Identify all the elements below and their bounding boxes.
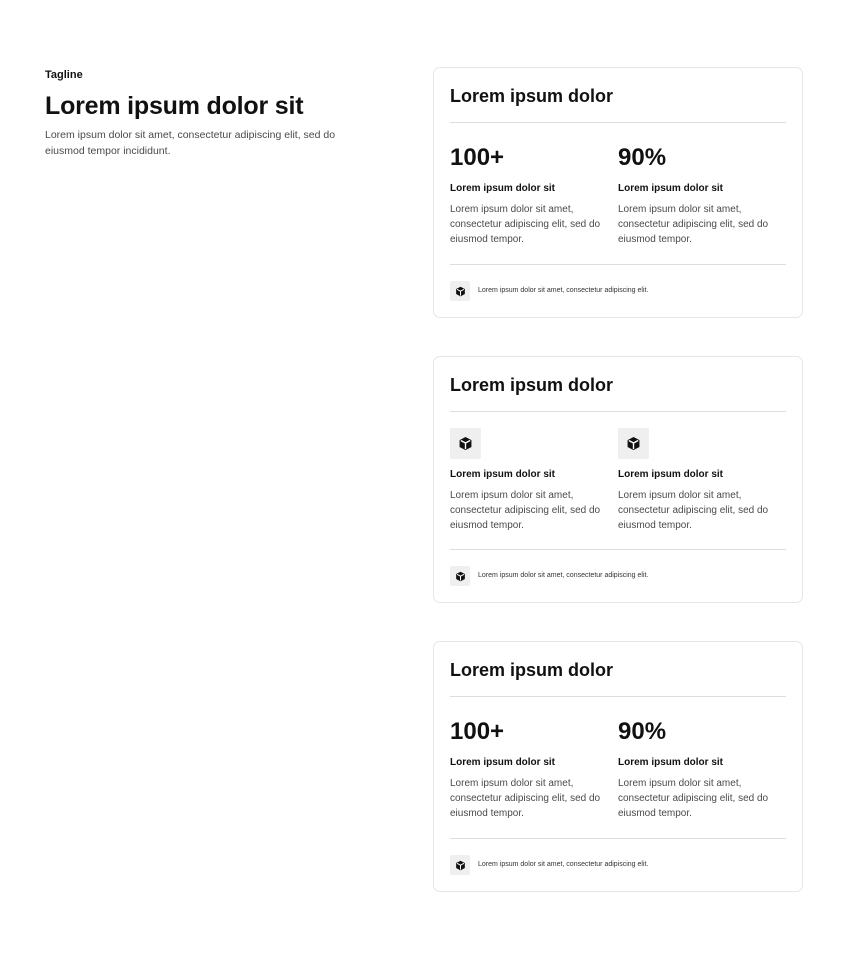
stat-column [450,143,618,264]
footer-text: Lorem ipsum dolor sit amet, consectetur adipiscing elit. [478,861,649,868]
cube-icon [450,566,470,586]
stat-value: 100+ [450,144,505,171]
stat-column [618,143,786,264]
cube-icon [450,855,470,875]
card-title: Lorem ipsum dolor [450,642,786,697]
page-title: Lorem ipsum dolor sit [45,92,304,120]
feature-description: Lorem ipsum dolor sit amet, consectetur adipiscing elit, sed do eiusmod tempor. [450,490,601,531]
card-footer [450,839,786,891]
footer-text: Lorem ipsum dolor sit amet, consectetur adipiscing elit. [478,572,649,579]
stat-description: Lorem ipsum dolor sit amet, consectetur adipiscing elit, sed do eiusmod tempor. [450,778,601,819]
stat-value: 100+ [450,718,505,745]
stat-description: Lorem ipsum dolor sit amet, consectetur adipiscing elit, sed do eiusmod tempor. [618,204,769,245]
stat-description: Lorem ipsum dolor sit amet, consectetur adipiscing elit, sed do eiusmod tempor. [618,778,769,819]
feature-card-2 [433,356,803,603]
stats-card-3 [433,641,803,892]
stat-heading: Lorem ipsum dolor sit [618,183,724,194]
footer-text: Lorem ipsum dolor sit amet, consectetur adipiscing elit. [478,287,649,294]
card-columns [450,412,786,550]
stat-column [450,717,618,838]
card-footer [450,550,786,602]
feature-heading: Lorem ipsum dolor sit [618,469,724,480]
stat-heading: Lorem ipsum dolor sit [450,183,556,194]
stat-column [618,717,786,838]
stats-card-1 [433,67,803,318]
card-columns [450,697,786,839]
feature-description: Lorem ipsum dolor sit amet, consectetur adipiscing elit, sed do eiusmod tempor. [618,490,769,531]
cube-icon [450,281,470,301]
tagline: Tagline [45,69,83,81]
card-footer [450,265,786,317]
stat-description: Lorem ipsum dolor sit amet, consectetur adipiscing elit, sed do eiusmod tempor. [450,204,601,245]
cube-icon [450,428,481,459]
stat-value: 90% [618,144,667,171]
card-title: Lorem ipsum dolor [450,68,786,123]
feature-column [450,428,618,549]
stat-heading: Lorem ipsum dolor sit [450,757,556,768]
stat-heading: Lorem ipsum dolor sit [618,757,724,768]
feature-heading: Lorem ipsum dolor sit [450,469,556,480]
stat-value: 90% [618,718,667,745]
intro-description: Lorem ipsum dolor sit amet, consectetur adipiscing elit, sed do eiusmod tempor incididunt. [45,129,336,157]
card-title: Lorem ipsum dolor [450,357,786,412]
card-columns [450,123,786,265]
cube-icon [618,428,649,459]
intro-section [45,68,375,159]
feature-column [618,428,786,549]
